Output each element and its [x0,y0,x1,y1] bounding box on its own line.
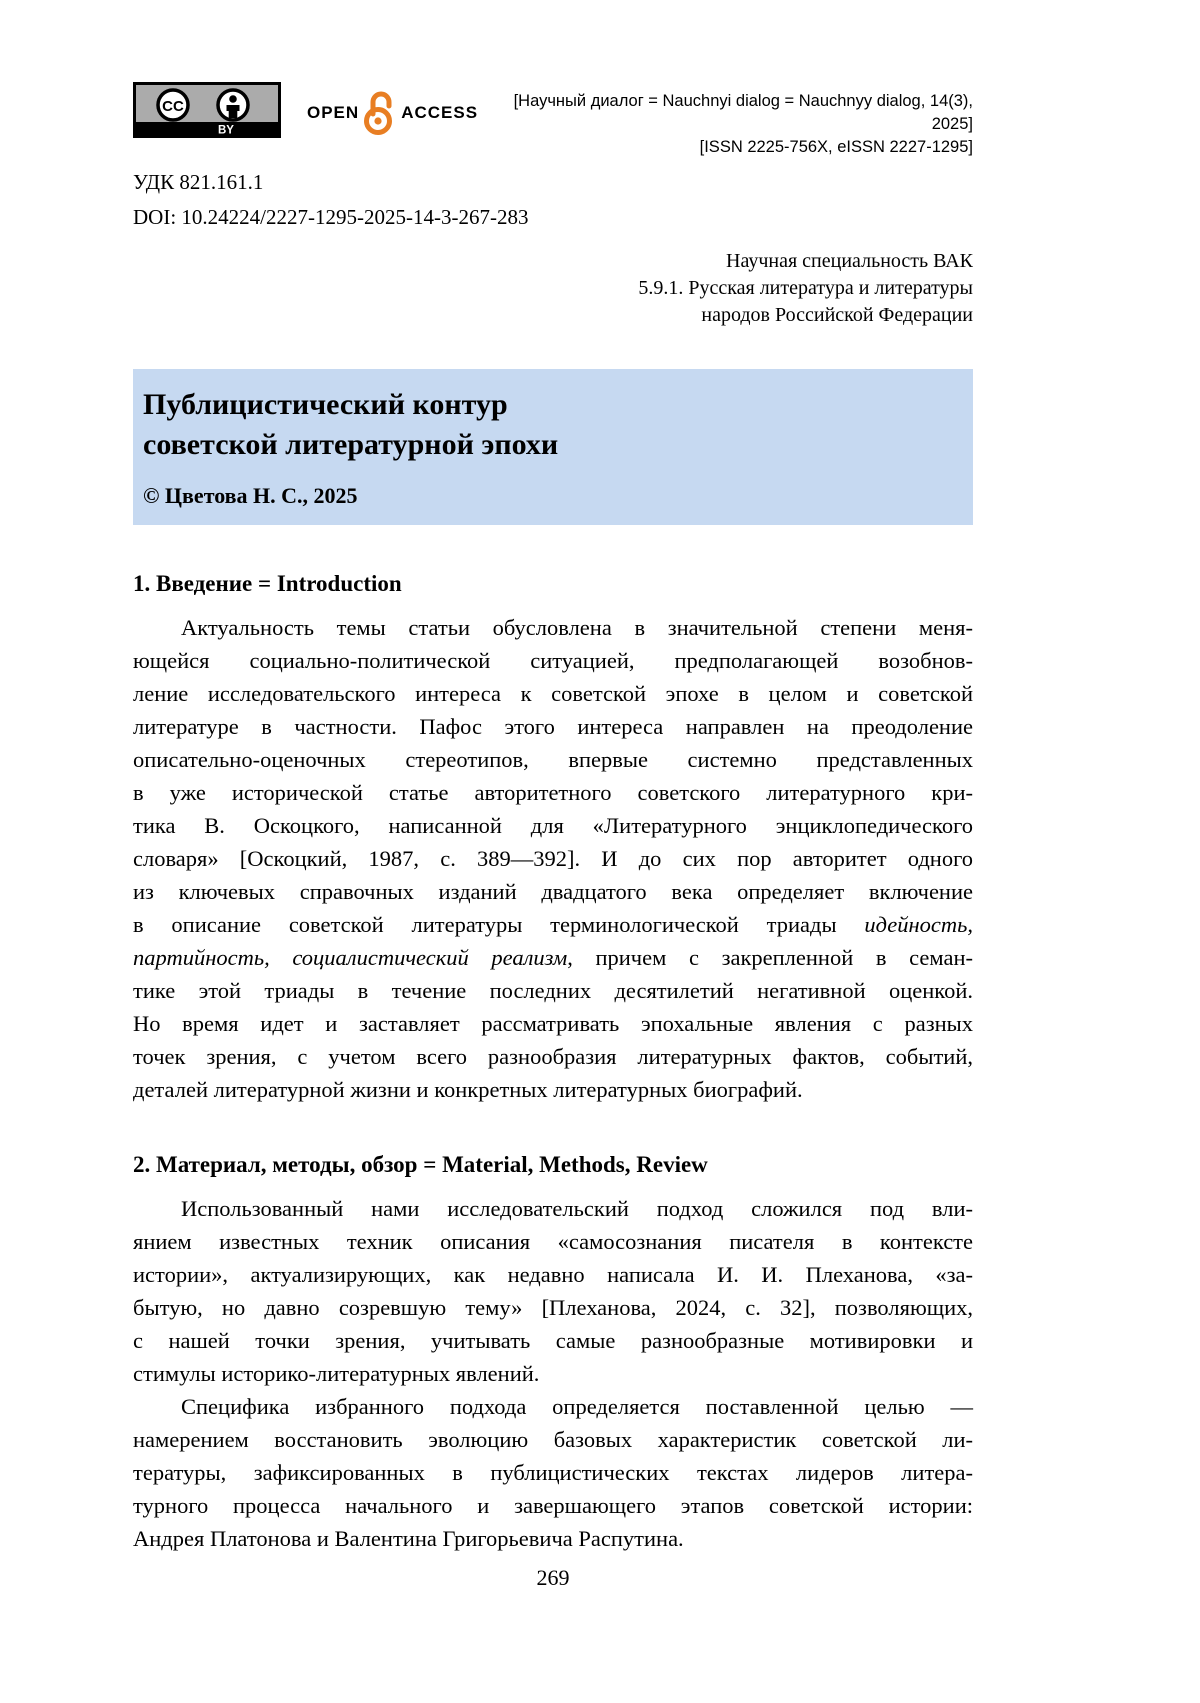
text-run: тика В. Оскоцкого, написанной для «Литературного энциклопедического [133,813,973,838]
body-line [133,809,973,842]
paragraph [133,1390,973,1555]
body-line [133,611,973,644]
text-run: литературе в частности. Пафос этого интереса направлен на преодоление [133,714,973,739]
body-line [133,842,973,875]
open-access-access-label: ACCESS [401,103,479,122]
text-run: деталей литературной жизни и конкретных литературных биографий. [133,1077,803,1102]
license-logos [133,82,478,138]
body-line [133,974,973,1007]
body-line [133,1291,973,1324]
vak-line2: 5.9.1. Русская литература и литературы [638,277,973,299]
text-run: в уже исторической статье авторитетного советского литературного кри- [133,780,973,805]
text-run: Использованный нами исследовательский подход сложился под вли- [181,1196,973,1221]
section-heading: 1. Введение = Introduction [133,571,402,596]
journal-reference-line2: [ISSN 2225-756X, eISSN 2227-1295] [699,138,973,156]
italic-term: идейность, [864,912,973,937]
body-line [133,1258,973,1291]
page-number: 269 [536,1565,570,1590]
body-line [133,1390,973,1423]
body-line [133,1456,973,1489]
body-line [133,743,973,776]
journal-reference [478,82,973,159]
body-line [133,908,973,941]
cc-by-label: BY [218,124,234,137]
text-run: намерением восстановить эволюцию базовых характеристик советской ли- [133,1427,973,1452]
body-line [133,710,973,743]
cc-icon [158,90,188,120]
body-line [133,1040,973,1073]
text-run: турного процесса начального и завершающего этапов советской истории: [133,1493,973,1518]
italic-term: партийность, социалистический реализм [133,945,568,970]
text-run: Но время идет и заставляет рассматривать эпохальные явления с разных [133,1011,973,1036]
body-line [133,1357,973,1390]
vak-line3: народов Российской Федерации [701,304,973,326]
article-title-box [133,369,973,525]
body-line [133,644,973,677]
svg-text:CC: CC [162,98,184,115]
body-line [133,1522,973,1555]
body-line [133,1324,973,1357]
text-run: с нашей точки зрения, учитывать самые разнообразные мотивировки и [133,1328,973,1353]
body-line [133,941,973,974]
paragraph [133,611,973,1106]
text-run: описательно-оценочных стереотипов, впервые системно представленных [133,747,973,772]
body-line [133,1192,973,1225]
text-run: истории», актуализирующих, как недавно написала И. И. Плеханова, «за- [133,1262,973,1287]
open-access-lock-icon [363,90,397,136]
body-line [133,1073,973,1106]
open-access-open-label: OPEN [307,103,360,122]
text-run: бытую, но давно созревшую тему» [Плеханова, 2024, с. 32], позволяющих, [133,1295,973,1320]
text-run: точек зрения, с учетом всего разнообразия литературных фактов, событий, [133,1044,973,1069]
text-run: янием известных техник описания «самосознания писателя в контексте [133,1229,973,1254]
article-body [133,571,973,1555]
person-icon [218,90,248,120]
text-run: ление исследовательского интереса к советской эпохе в целом и советской [133,681,973,706]
text-run: Андрея Платонова и Валентина Григорьевича Распутина. [133,1526,684,1551]
text-run: стимулы историко-литературных явлений. [133,1361,540,1386]
text-run: в описание советской литературы терминологической триады [133,912,865,937]
body-line [133,1423,973,1456]
text-run: тературы, зафиксированных в публицистических текстах лидеров литера- [133,1460,973,1485]
open-access-logo [307,90,478,136]
page-content [133,82,973,1555]
vak-line1: Научная специальность ВАК [726,250,973,272]
body-line [133,1225,973,1258]
text-run: тике этой триады в течение последних десятилетий негативной оценкой. [133,978,973,1003]
page-header [133,82,973,156]
article-title-line1: Публицистический контур [143,388,508,421]
body-line [133,1489,973,1522]
udc-number: УДК 821.161.1 [133,170,264,194]
article-title-line2: советской литературной эпохи [143,428,559,461]
section-heading: 2. Материал, методы, обзор = Material, Methods, Review [133,1152,708,1177]
journal-reference-line1: [Научный диалог = Nauchnyi dialog = Nauchnyy dialog, 14(3), 2025] [513,92,973,133]
body-line [133,776,973,809]
copyright-line: © Цветова Н. С., 2025 [143,483,358,508]
vak-specialty [133,248,973,329]
body-line [133,875,973,908]
cc-by-badge [133,82,281,138]
text-run: , причем с закрепленной в семан- [567,945,973,970]
text-run: Специфика избранного подхода определяется поставленной целью — [181,1394,973,1419]
text-run: словаря» [Оскоцкий, 1987, с. 389—392]. И до сих пор авторитет одного [133,846,973,871]
body-line [133,677,973,710]
text-run: Актуальность темы статьи обусловлена в значительной степени меня- [181,615,973,640]
doi-number: DOI: 10.24224/2227-1295-2025-14-3-267-283 [133,205,529,229]
text-run: ющейся социально-политической ситуацией, предполагающей возобнов- [133,648,973,673]
paragraph [133,1192,973,1390]
body-line [133,1007,973,1040]
text-run: из ключевых справочных изданий двадцатого века определяет включение [133,879,973,904]
